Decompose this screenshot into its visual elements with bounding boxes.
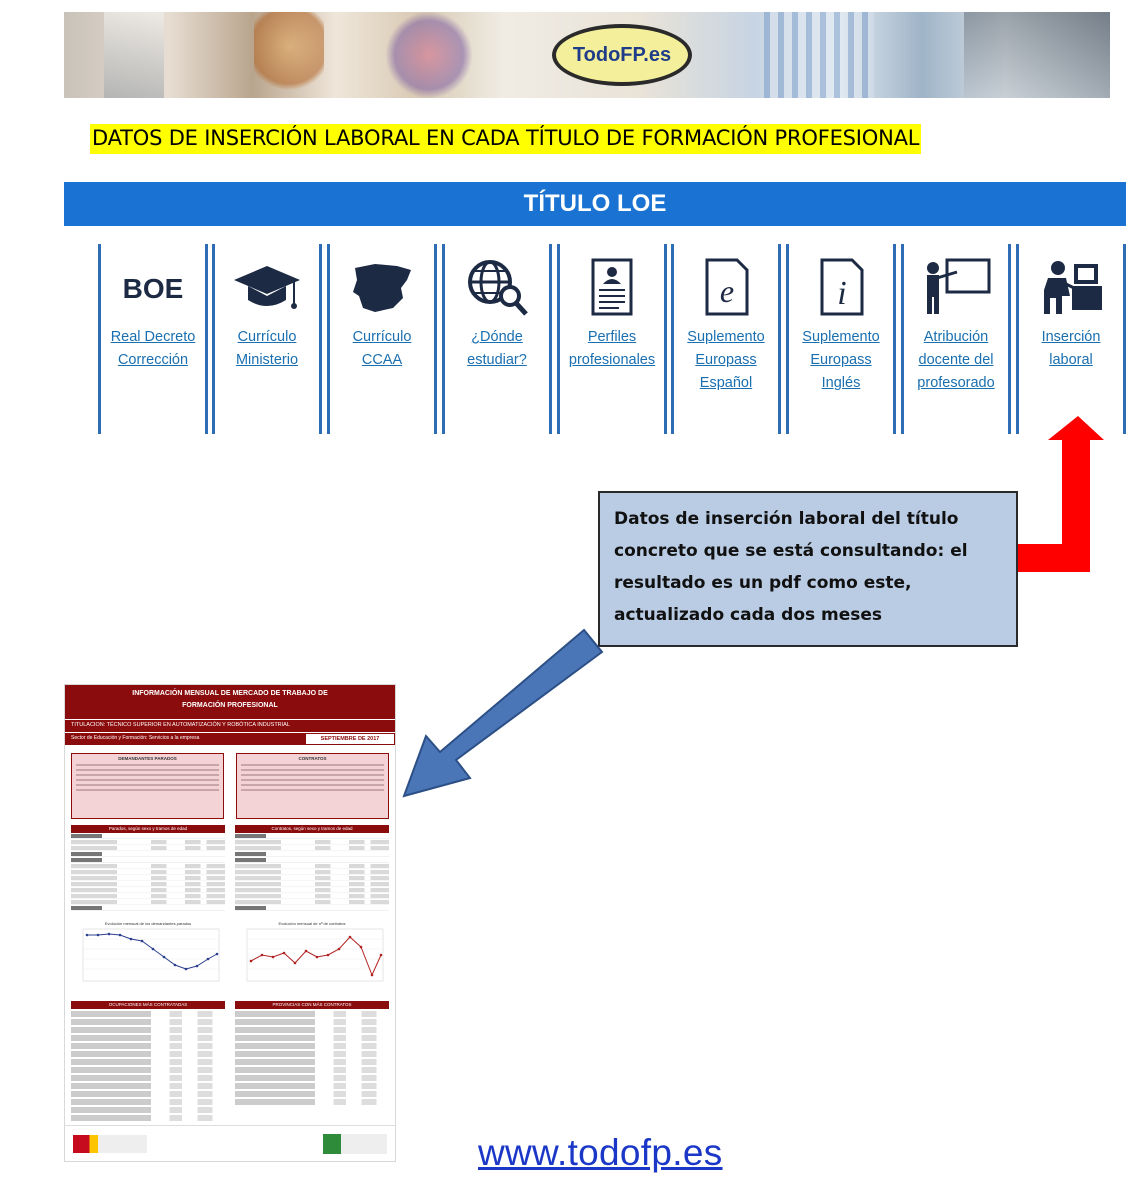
svg-text:i: i [837, 275, 847, 312]
card-perfiles-profesionales[interactable] [557, 244, 667, 434]
title-resource-links [64, 226, 1126, 434]
worker-icon [1034, 256, 1108, 318]
card-donde-estudiar[interactable] [442, 244, 552, 434]
card-atribucion-docente[interactable] [901, 244, 1011, 434]
card-label[interactable]: Suplemento Europass Español [687, 329, 765, 391]
pdf-summary-boxes [65, 745, 395, 819]
pdf-tables [65, 819, 395, 911]
red-arrow-icon [1010, 412, 1120, 582]
pdf-header: INFORMACIÓN MENSUAL DE MERCADO DE TRABAJO DE FORMACIÓN PROFESIONAL [65, 685, 395, 719]
card-europass-espanol[interactable] [671, 244, 781, 434]
todofp-logo[interactable] [552, 24, 692, 86]
pdf-table-parados: Parados, según sexo y tramos de edad [71, 825, 225, 911]
svg-text:e: e [719, 273, 735, 309]
svg-text:BOE: BOE [122, 273, 184, 304]
card-curriculo-ministerio[interactable] [212, 244, 322, 434]
banner-photo [104, 12, 164, 98]
pdf-charts [65, 911, 395, 995]
card-label[interactable]: Suplemento Europass Inglés [802, 329, 880, 391]
page-title: DATOS DE INSERCIÓN LABORAL EN CADA TÍTULO DE FORMACIÓN PROFESIONAL [90, 124, 921, 154]
pdf-preview[interactable] [64, 684, 396, 1162]
pdf-provincias: PROVINCIAS CON MÁS CONTRATOS [235, 1001, 389, 1121]
pdf-period: SEPTIEMBRE DE 2017 [305, 733, 395, 745]
pdf-chart-contratos [235, 919, 389, 995]
boe-icon [116, 256, 190, 318]
pdf-box-parados: DEMANDANTES PARADOS [71, 753, 224, 819]
europass-i-icon [804, 256, 878, 318]
teacher-board-icon [919, 256, 993, 318]
card-label[interactable]: Perfiles profesionales [568, 329, 656, 368]
header-banner [64, 12, 1110, 98]
svg-text:Evolución mensual de nº de con: Evolución mensual de nº de contratos [278, 921, 346, 926]
banner-photo [964, 12, 1110, 98]
sepe-logo [323, 1134, 387, 1154]
card-real-decreto[interactable] [98, 244, 208, 434]
europass-e-icon [689, 256, 763, 318]
card-label[interactable]: Currículo Ministerio [235, 329, 299, 368]
callout-box: Datos de inserción laboral del título concreto que se está consultando: el resultado es un pdf como este, actualizado cada dos meses [598, 491, 1018, 647]
pdf-sector-row [65, 733, 395, 745]
spain-map-icon [345, 256, 419, 318]
card-europass-ingles[interactable] [786, 244, 896, 434]
pdf-footer [65, 1125, 395, 1161]
banner-photo [764, 12, 874, 98]
card-label[interactable]: Atribución docente del profesorado [917, 329, 995, 391]
pdf-table-contratos: Contratos, según sexo y tramos de edad [235, 825, 389, 911]
titulo-loe-bar: TÍTULO LOE [64, 182, 1126, 226]
banner-photo [254, 12, 324, 98]
graduation-cap-icon [230, 256, 304, 318]
banner-photo [384, 12, 474, 98]
card-label[interactable]: ¿Dónde estudiar? [467, 329, 527, 368]
pdf-box-contratos: CONTRATOS [236, 753, 389, 819]
card-label[interactable]: Inserción laboral [1041, 329, 1101, 368]
card-curriculo-ccaa[interactable] [327, 244, 437, 434]
pdf-bottom-tables [65, 995, 395, 1121]
logo-text: TodoFP.es [572, 43, 672, 66]
pdf-sector: Sector de Educación y Formación: Servicios a la empresa [65, 733, 305, 745]
pdf-chart-parados [71, 919, 225, 995]
svg-text:Evolución mensual de los deman: Evolución mensual de los demandantes parados [104, 921, 192, 926]
card-label[interactable]: Currículo CCAA [352, 329, 412, 368]
pdf-ocupaciones: OCUPACIONES MÁS CONTRATADAS [71, 1001, 225, 1121]
government-logo [73, 1135, 147, 1153]
globe-search-icon [460, 256, 534, 318]
todofp-site-link[interactable]: www.todofp.es [478, 1132, 723, 1173]
card-label[interactable]: Real Decreto Corrección [110, 329, 196, 368]
card-insercion-laboral[interactable] [1016, 244, 1126, 434]
blue-arrow-icon [396, 620, 616, 810]
pdf-titulacion: TITULACION: TÉCNICO SUPERIOR EN AUTOMATIZACIÓN Y ROBÓTICA INDUSTRIAL [65, 720, 395, 732]
profile-document-icon [575, 256, 649, 318]
